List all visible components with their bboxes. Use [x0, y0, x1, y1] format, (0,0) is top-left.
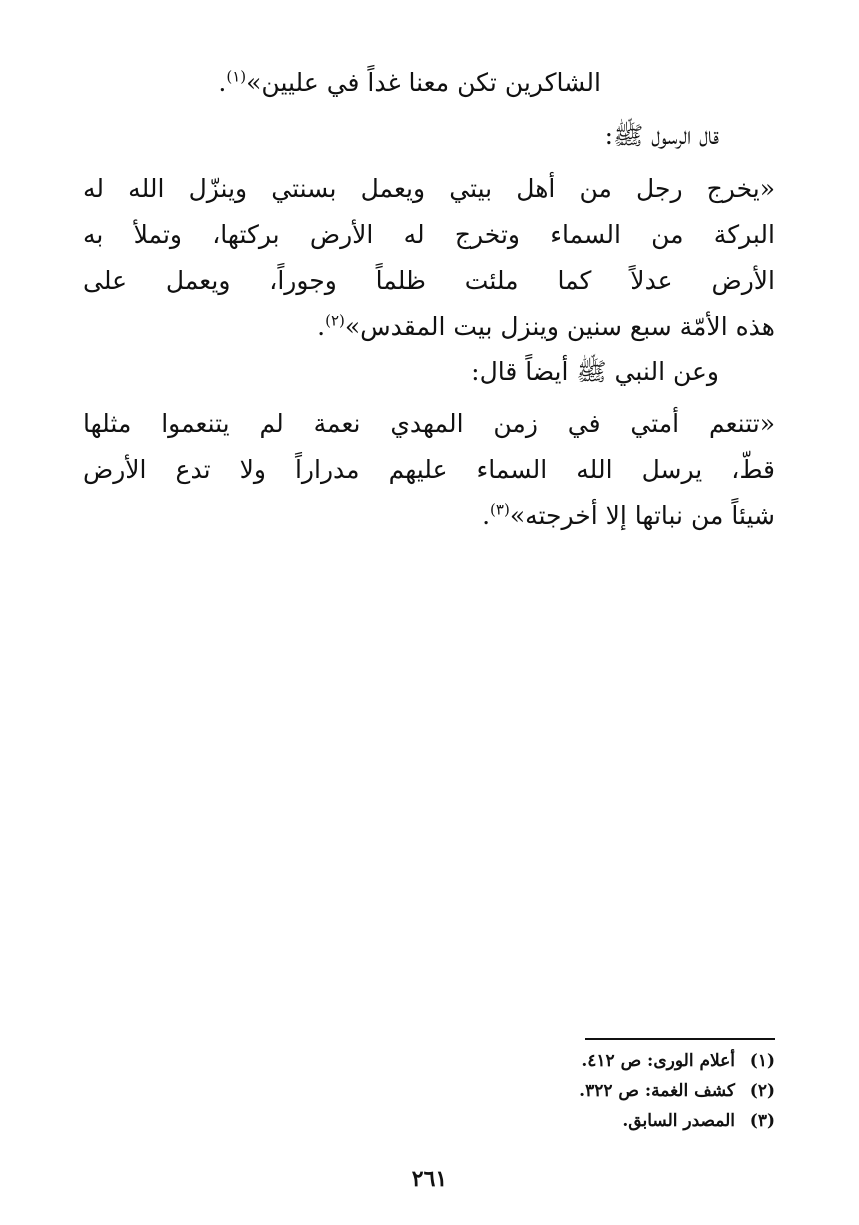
page-number: ٢٦١	[411, 1166, 448, 1192]
quote-2-line-1: «تتنعم أمتي في زمن المهدي نعمة لم يتنعموا مثلها	[83, 409, 775, 438]
footnote-3-number: (٣)	[749, 1111, 775, 1131]
quote-1-line-3: الأرض عدلاً كما ملئت ظلماً وجوراً، ويعمل على	[83, 266, 775, 295]
quote-1-period: .	[317, 312, 326, 341]
quote-2-line-3-text: شيئاً من نباتها إلا أخرجته»	[509, 501, 775, 530]
quote-1-line-1: «يخرج رجل من أهل بيتي ويعمل بسنتي وينزّل الله له	[83, 174, 775, 203]
footnote-2-text: كشف الغمة: ص ٣٢٢.	[579, 1081, 735, 1101]
footnote-2	[455, 1076, 775, 1106]
footnote-3-text: المصدر السابق.	[622, 1111, 735, 1131]
quote-2-period: .	[482, 501, 491, 530]
footnote-1	[455, 1046, 775, 1076]
quote-1-line-4-text: هذه الأمّة سبع سنين وينزل بيت المقدس»	[344, 312, 775, 341]
footnote-ref-1: (١)	[226, 67, 247, 86]
intro-prophet-1: قال الرسول ﷺ:	[604, 121, 719, 150]
footnote-ref-3: (٣)	[490, 500, 510, 519]
quote-2-line-2: قطّ، يرسل الله السماء عليهم مدراراً ولا تدع الأرض	[83, 455, 775, 484]
footnote-divider	[585, 1038, 775, 1040]
quote-1-line-2: البركة من السماء وتخرج له الأرض بركتها، وتملأ به	[83, 220, 775, 249]
footnotes	[455, 1046, 775, 1136]
intro-prophet-2: وعن النبي ﷺ أيضاً قال:	[471, 357, 719, 386]
hadith-quote-2	[83, 401, 775, 539]
footnote-1-number: (١)	[749, 1051, 775, 1071]
footnote-ref-2: (٢)	[325, 311, 345, 330]
continuation-line	[218, 60, 601, 106]
footnote-3	[455, 1106, 775, 1136]
footnote-1-text: أعلام الورى: ص ٤١٢.	[581, 1051, 735, 1071]
quote-1-line-4	[83, 304, 775, 350]
footnote-2-number: (٢)	[749, 1081, 775, 1101]
quote-2-line-3	[83, 493, 775, 539]
continuation-text: الشاكرين تكن معنا غداً في عليين»	[246, 68, 601, 97]
hadith-quote-1	[83, 166, 775, 350]
continuation-period: .	[218, 68, 227, 97]
